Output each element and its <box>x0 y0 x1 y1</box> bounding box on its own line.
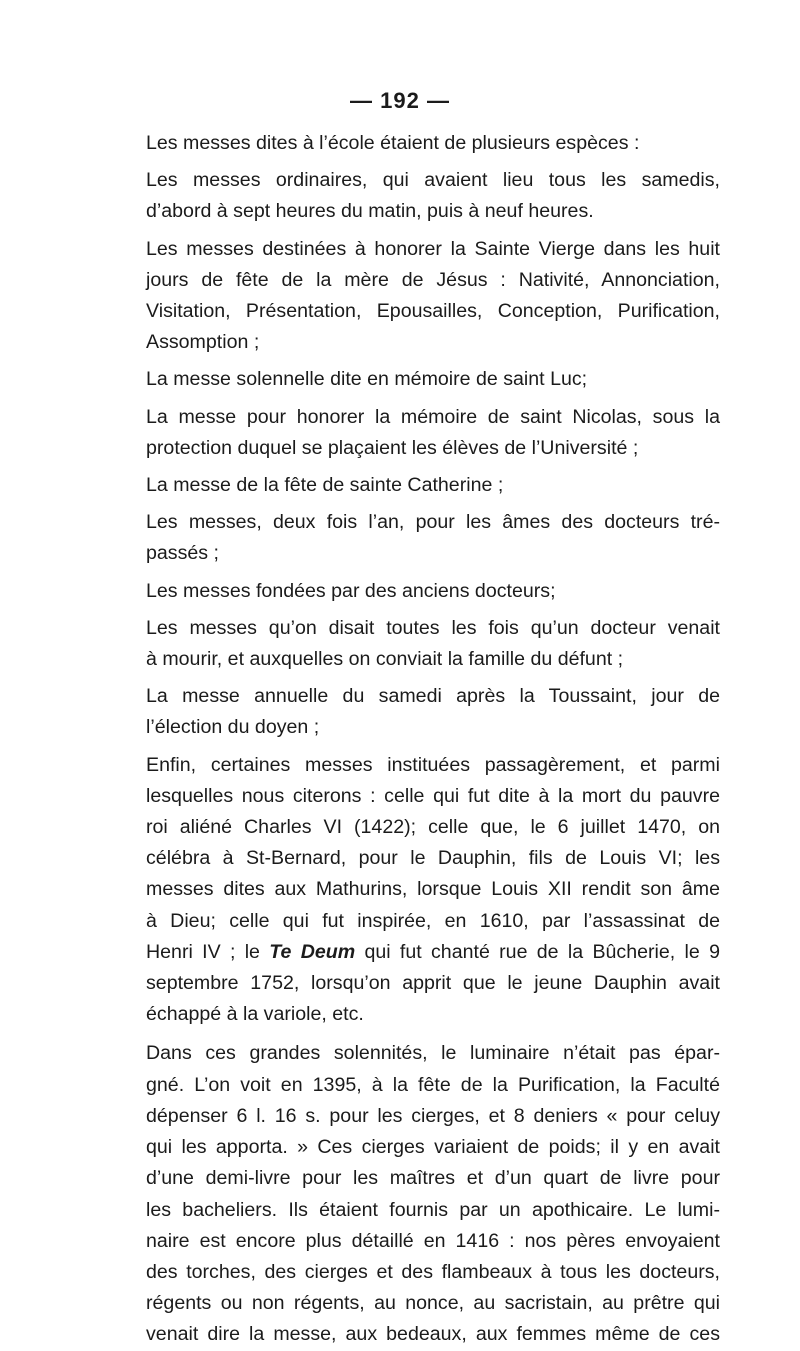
text-line: régents ou non régents, au nonce, au sacristain, au prêtre qui <box>146 1292 720 1315</box>
body-text <box>146 122 720 1351</box>
text-line: messes dites aux Mathurins, lorsque Louis XII rendit son âme <box>146 878 720 901</box>
text-line: venait dire la messe, aux bedeaux, aux femmes même de ces <box>146 1323 720 1346</box>
text-line: protection duquel se plaçaient les élèves de l’Université ; <box>146 436 639 459</box>
paragraph <box>146 750 720 1031</box>
text-line: d’abord à sept heures du matin, puis à neuf heures. <box>146 200 594 223</box>
text-line: Les messes dites à l’école étaient de plusieurs espèces : <box>146 132 640 154</box>
text-line: à Dieu; celle qui fut inspirée, en 1610, par l’assassinat de <box>146 909 720 932</box>
page-number: — 192 — <box>350 88 450 113</box>
paragraph <box>146 364 720 395</box>
text-line: Dans ces grandes solennités, le luminaire n’était pas épar- <box>146 1042 720 1065</box>
text-line: gné. L’on voit en 1395, à la fête de la Purification, la Faculté <box>146 1073 720 1096</box>
text-line: La messe solennelle dite en mémoire de saint Luc; <box>146 368 588 391</box>
text-line: Henri IV ; le Te Deum qui fut chanté rue de la Bûcherie, le 9 <box>146 940 720 963</box>
text-line: Les messes destinées à honorer la Sainte Vierge dans les huit <box>146 237 720 260</box>
text-line: Les messes qu’on disait toutes les fois qu’un docteur venait <box>146 616 720 639</box>
text-line: Assomption ; <box>146 331 260 354</box>
text-line: roi aliéné Charles VI (1422); celle que, le 6 juillet 1470, on <box>146 816 720 839</box>
text-line: septembre 1752, lorsqu’on apprit que le jeune Dauphin avait <box>146 972 720 995</box>
text-line: Enfin, certaines messes instituées passagèrement, et parmi <box>146 753 720 776</box>
text-line: passés ; <box>146 542 219 565</box>
text-line: d’une demi-livre pour les maîtres et d’un quart de livre pour <box>146 1167 720 1190</box>
text-line: célébra à St-Bernard, pour le Dauphin, fils de Louis VI; les <box>146 847 720 870</box>
text-line: des torches, des cierges et des flambeaux à tous les docteurs, <box>146 1260 720 1283</box>
text-line: à mourir, et auxquelles on conviait la famille du défunt ; <box>146 648 624 671</box>
paragraph <box>146 402 720 464</box>
text-line: qui les apporta. » Ces cierges variaient de poids; il y en avait <box>146 1136 720 1159</box>
paragraph <box>146 681 720 743</box>
text-line: l’élection du doyen ; <box>146 716 320 739</box>
text-line: les bacheliers. Ils étaient fournis par un apothicaire. Le lumi- <box>146 1198 720 1221</box>
italic-title: Te Deum <box>269 940 356 963</box>
text-line: lesquelles nous citerons : celle qui fut dite à la mort du pauvre <box>146 784 720 807</box>
paragraph <box>146 165 720 227</box>
text-line: La messe pour honorer la mémoire de saint Nicolas, sous la <box>146 405 720 428</box>
paragraph <box>146 613 720 675</box>
text-line: Visitation, Présentation, Epousailles, Conception, Purification, <box>146 300 720 323</box>
paragraph <box>146 128 720 159</box>
text-line: naire est encore plus détaillé en 1416 : nos pères envoyaient <box>146 1229 720 1252</box>
paragraph <box>146 576 720 607</box>
text-line: La messe de la fête de sainte Catherine ; <box>146 474 504 497</box>
paragraph <box>146 234 720 359</box>
paragraph <box>146 507 720 569</box>
paragraph <box>146 470 720 501</box>
text-line: échappé à la variole, etc. <box>146 1003 364 1026</box>
text-line: Les messes fondées par des anciens docteurs; <box>146 579 556 602</box>
text-line: Les messes, deux fois l’an, pour les âmes des docteurs tré- <box>146 511 720 534</box>
text-line: jours de fête de la mère de Jésus : Nativité, Annonciation, <box>146 268 720 291</box>
text-line: Les messes ordinaires, qui avaient lieu tous les samedis, <box>146 169 720 192</box>
paragraph <box>146 1038 720 1350</box>
text-line: dépenser 6 l. 16 s. pour les cierges, et 8 deniers « pour celuy <box>146 1104 720 1127</box>
text-line: La messe annuelle du samedi après la Toussaint, jour de <box>146 685 720 708</box>
